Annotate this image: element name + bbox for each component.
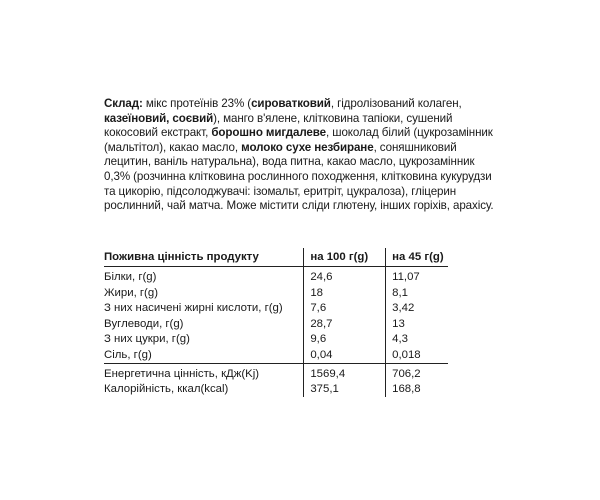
ingredient-bold-segment: Склад:	[104, 97, 143, 110]
ingredients-paragraph	[104, 97, 496, 214]
value-per-45g: 8,1	[386, 285, 448, 301]
nutrient-name: Калорійність, ккал(kcal)	[104, 383, 229, 396]
ingredient-text-segment: , шоколад білий (цукрозамінник (мальтітол), какао масло,	[104, 126, 493, 154]
table-row	[104, 285, 448, 301]
value-per-45g: 13	[386, 316, 448, 332]
ingredient-bold-segment: казеїновий, соєвий	[104, 111, 214, 125]
value-per-100g: 0,04	[304, 347, 386, 363]
ingredient-text-segment: , соняшниковий лецитин, ваніль натуральна), вода питна, какао масло, цукрозамінник 0,3% (розчинна клітковина рослинного походження, клітковина кукурудзи та цикорію, підсолоджувачі: ізомальт, еритріт, цукралоза), гліцерин рослинний, чай матча. Може містити сліди глютену, інших горіхів, арахісу.	[104, 140, 494, 213]
nutrient-name: Сіль, г(g)	[104, 347, 304, 363]
value-per-100g: 1569,4	[304, 363, 386, 382]
table-row	[104, 347, 448, 363]
ingredient-bold-segment: молоко сухе незбиране	[241, 140, 374, 154]
value-per-45g: 4,3	[386, 332, 448, 348]
value-per-100g: 28,7	[304, 316, 386, 332]
nutrient-name: Жири, г(g)	[104, 286, 158, 299]
nutrient-name: Вуглеводи, г(g)	[104, 317, 184, 330]
value-per-45g: 168,8	[386, 382, 448, 398]
table-row-energy	[104, 363, 448, 382]
ingredient-bold-segment: борошно мигдалеве	[211, 126, 326, 140]
value-per-45g: 11,07	[386, 267, 448, 286]
value-per-45g: 0,018	[386, 347, 448, 363]
table-row	[104, 301, 448, 317]
table-row	[104, 267, 448, 286]
table-row-calories	[104, 382, 448, 398]
value-per-100g: 375,1	[304, 382, 386, 398]
value-per-100g: 9,6	[304, 332, 386, 348]
value-per-100g: 24,6	[304, 267, 386, 286]
ingredient-text-segment: , гідролізований колаген,	[330, 97, 462, 110]
header-per-100g: на 100 г(g)	[304, 248, 386, 267]
nutrition-header-row	[104, 248, 448, 267]
ingredient-text-segment: ), манго в'ялене, клітковина тапіоки, сушений кокосовий екстракт,	[104, 111, 453, 140]
header-nutrient: Поживна цінність продукту	[104, 248, 304, 267]
nutrient-name: Енергетична цінність, кДж(Kj)	[104, 367, 260, 380]
value-per-100g: 18	[304, 285, 386, 301]
ingredient-text-segment: мікс протеїнів 23% (	[142, 97, 252, 110]
table-row	[104, 316, 448, 332]
nutrient-name: З них цукри, г(g)	[104, 333, 190, 346]
header-per-45g: на 45 г(g)	[386, 248, 448, 267]
nutrition-table	[104, 248, 448, 397]
value-per-45g: 706,2	[386, 363, 448, 382]
value-per-45g: 3,42	[386, 301, 448, 317]
value-per-100g: 7,6	[304, 301, 386, 317]
nutrient-name: З них насичені жирні кислоти, г(g)	[104, 302, 283, 315]
table-row	[104, 332, 448, 348]
nutrient-name: Білки, г(g)	[104, 271, 157, 283]
ingredient-bold-segment: сироватковий	[251, 97, 331, 110]
